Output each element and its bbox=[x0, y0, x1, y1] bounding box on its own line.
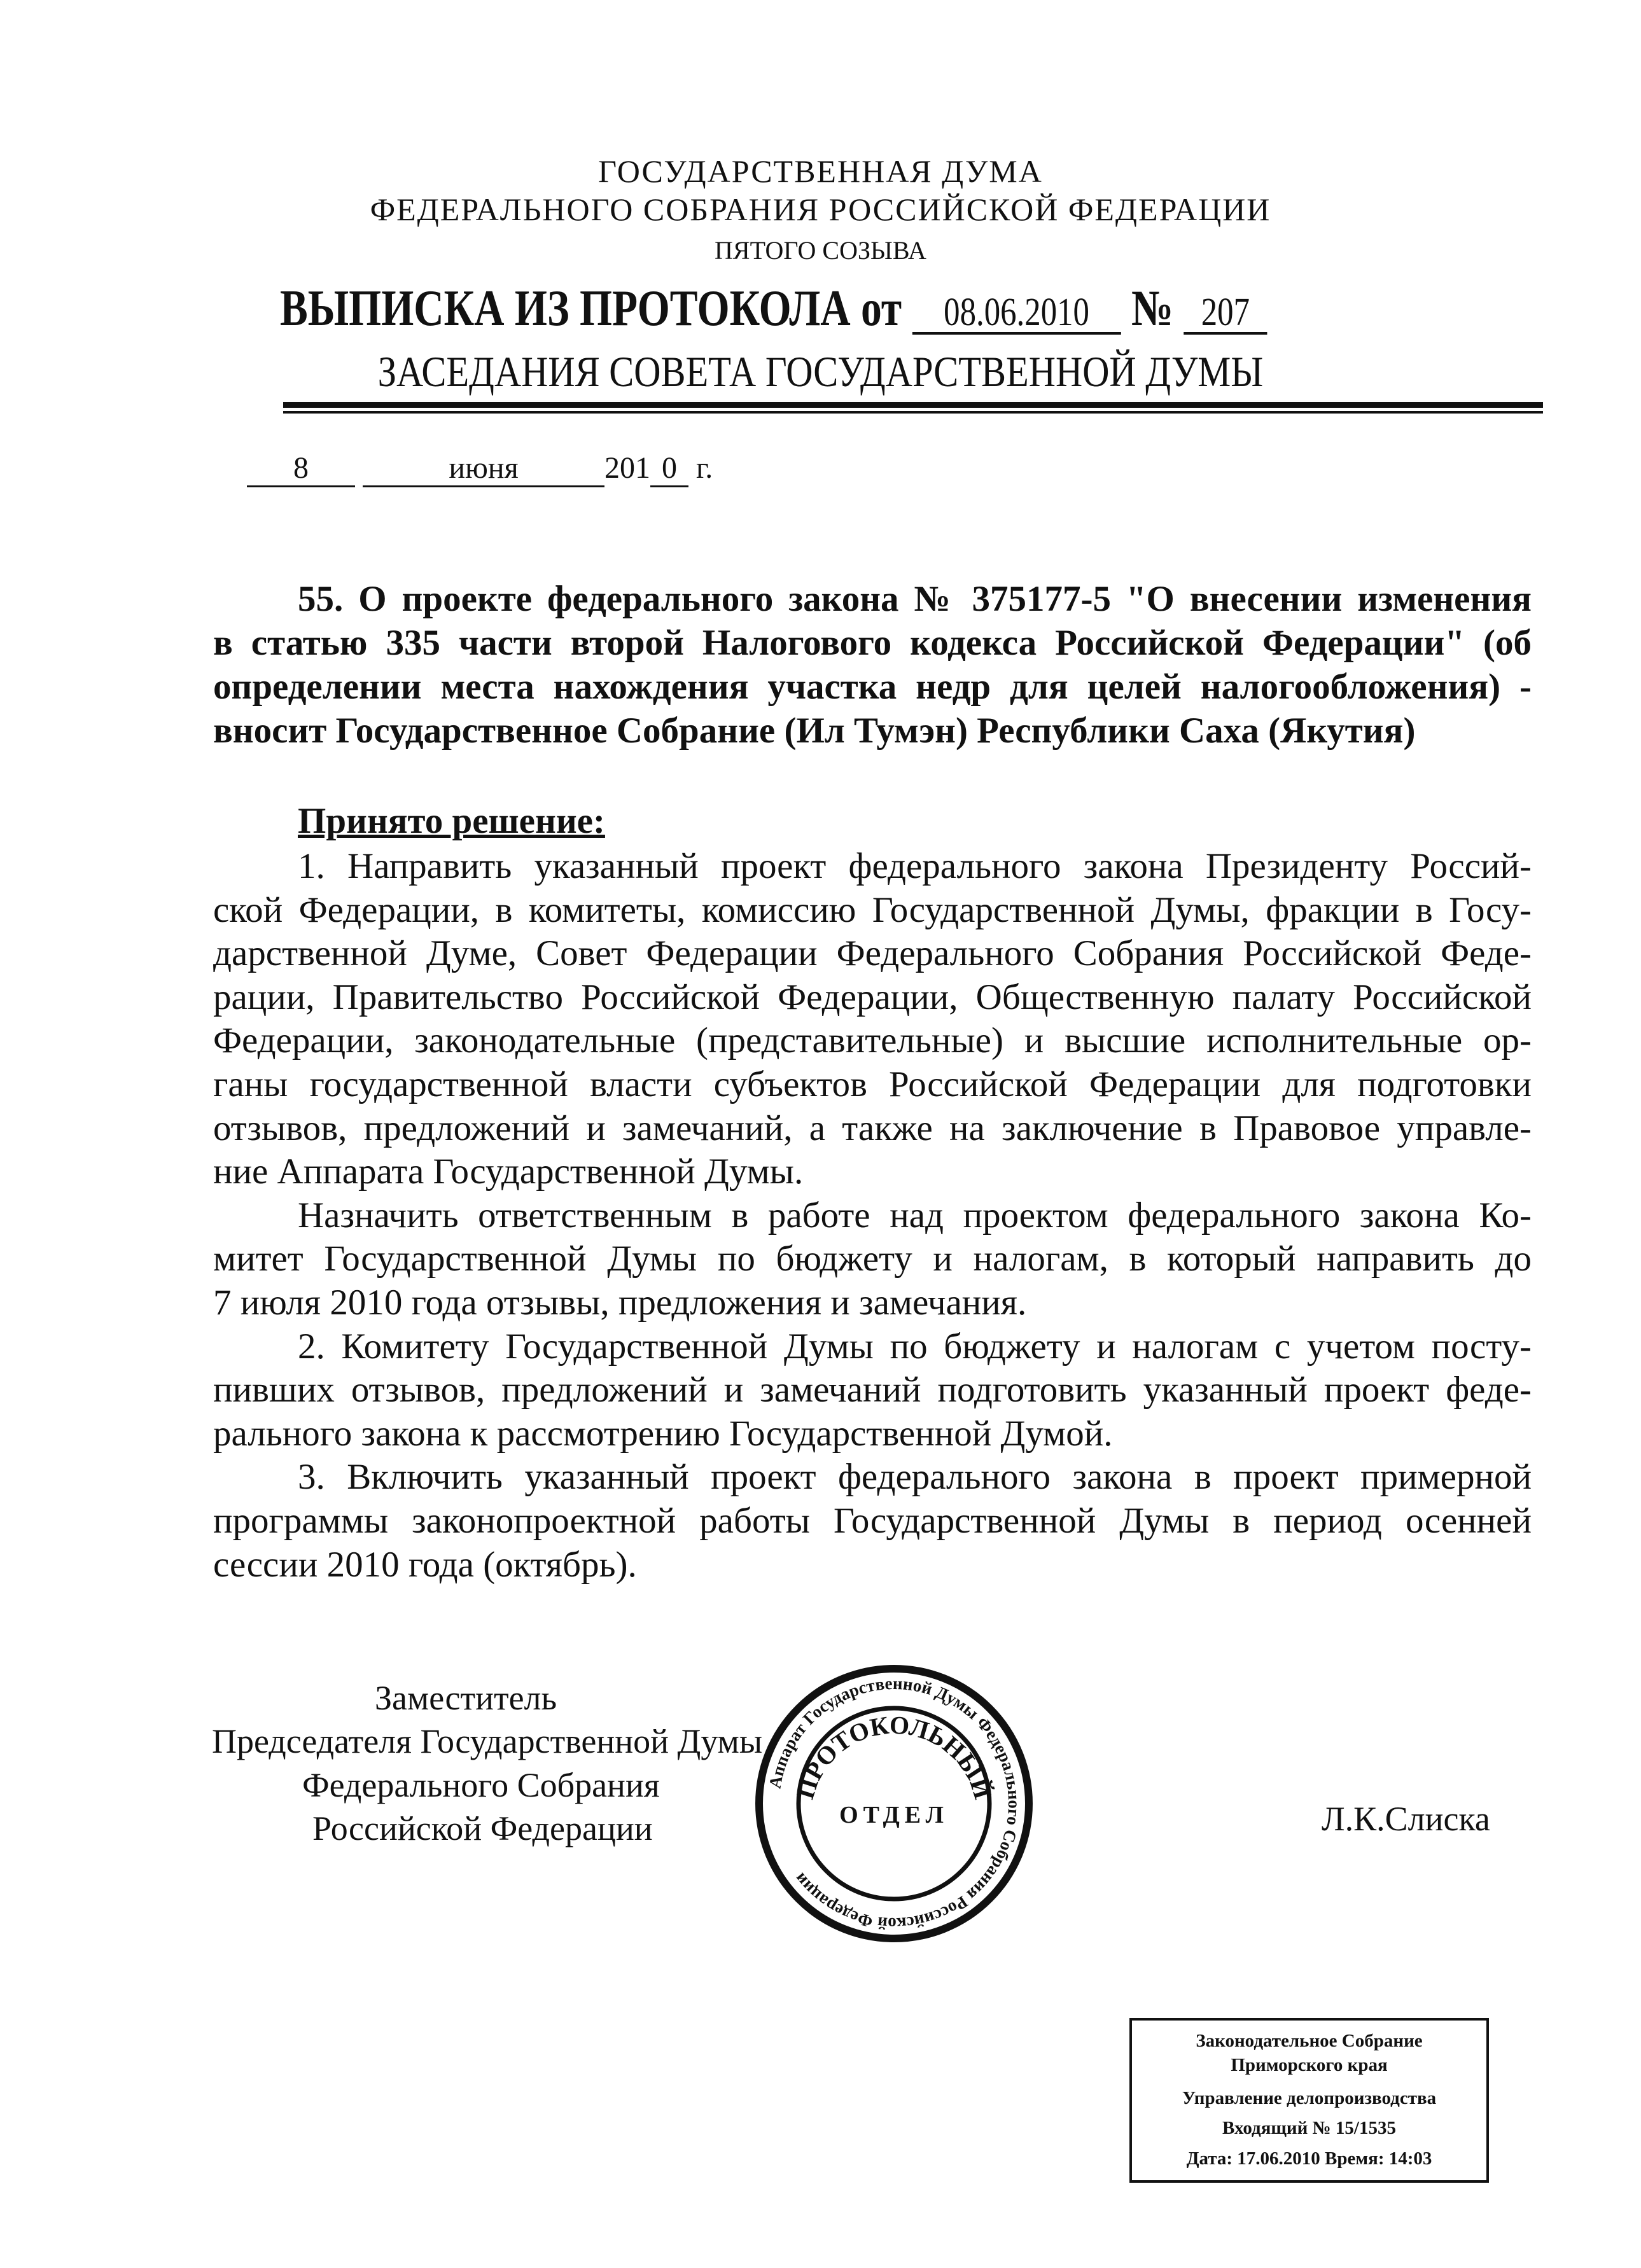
protocol-number: 207 bbox=[1184, 293, 1267, 335]
decision-line: 2. Комитету Государственной Думы по бюджету и налогам с учетом посту- bbox=[298, 1326, 1532, 1367]
meeting-date bbox=[247, 450, 713, 487]
decision-line: Федерации, законодательные (представительные) и высшие исполнительные ор- bbox=[213, 1020, 1532, 1061]
agenda-line: определении места нахождения участка недр для целей налогообложения) - bbox=[213, 667, 1532, 707]
signature-title-line: Председателя Государственной Думы bbox=[212, 1722, 763, 1760]
header-line-3: ПЯТОГО СОЗЫВА bbox=[715, 236, 926, 265]
header-rule-thin bbox=[283, 411, 1543, 414]
decision-line: программы законопроектной работы Государственной Думы в период осенней bbox=[213, 1501, 1532, 1541]
decision-heading: Принято решение: bbox=[298, 801, 605, 841]
title-number-label: № bbox=[1131, 281, 1173, 337]
registration-stamp bbox=[1129, 2018, 1489, 2183]
decision-line: ской Федерации, в комитеты, комиссию Государственной Думы, фракции в Госу- bbox=[213, 889, 1532, 930]
decision-line: ние Аппарата Государственной Думы. bbox=[213, 1151, 804, 1192]
header-line-2: ФЕДЕРАЛЬНОГО СОБРАНИЯ РОССИЙСКОЙ ФЕДЕРАЦИИ bbox=[370, 191, 1271, 227]
decision-line: ганы государственной власти субъектов Российской Федерации для подготовки bbox=[213, 1064, 1532, 1104]
meeting-year-suffix: г. bbox=[696, 451, 713, 485]
seal-ring-text: Аппарат Государственной Думы Федерального Собрания Российской Федерации bbox=[765, 1673, 1024, 1934]
signature-title-line: Заместитель bbox=[375, 1679, 557, 1717]
decision-line: Назначить ответственным в работе над проектом федерального закона Ко- bbox=[298, 1195, 1532, 1235]
decision-line: 3. Включить указанный проект федерального закона в проект примерной bbox=[298, 1457, 1532, 1498]
document-subtitle: ЗАСЕДАНИЯ СОВЕТА ГОСУДАРСТВЕННОЙ ДУМЫ bbox=[377, 347, 1264, 396]
decision-line: дарственной Думе, Совет Федерации Федерального Собрания Российской Феде- bbox=[213, 933, 1532, 974]
decision-line: 1. Направить указанный проект федерального закона Президенту Россий- bbox=[298, 846, 1532, 886]
header-line-1: ГОСУДАРСТВЕННАЯ ДУМА bbox=[598, 153, 1043, 189]
stamp-region: Приморского края bbox=[1231, 2055, 1388, 2075]
stamp-datetime: Дата: 17.06.2010 Время: 14:03 bbox=[1186, 2148, 1432, 2169]
title-from-label: от bbox=[860, 281, 902, 337]
decision-line: пивших отзывов, предложений и замечаний подготовить указанный проект феде- bbox=[213, 1370, 1532, 1410]
signatory-name: Л.К.Слиска bbox=[1322, 1800, 1490, 1838]
meeting-year-digit: 0 bbox=[650, 450, 688, 487]
protocol-date: 08.06.2010 bbox=[912, 293, 1121, 335]
stamp-incoming-number: Входящий № 15/1535 bbox=[1222, 2118, 1396, 2138]
decision-line: 7 июля 2010 года отзывы, предложения и замечания. bbox=[213, 1283, 1027, 1323]
signature-title-line: Федерального Собрания bbox=[302, 1766, 660, 1804]
document-title bbox=[280, 280, 1267, 338]
agenda-line: вносит Государственное Собрание (Ил Тумэн) Республики Саха (Якутия) bbox=[213, 711, 1416, 751]
meeting-year-prefix: 201 bbox=[604, 451, 650, 485]
meeting-month: июня bbox=[363, 450, 604, 487]
header-rule-thick bbox=[283, 402, 1543, 408]
title-prefix: ВЫПИСКА ИЗ ПРОТОКОЛА bbox=[280, 281, 851, 337]
decision-line: отзывов, предложений и замечаний, а также на заключение в Правовое управле- bbox=[213, 1108, 1532, 1148]
decision-line: рального закона к рассмотрению Государственной Думой. bbox=[213, 1413, 1113, 1454]
agenda-line: в статью 335 части второй Налогового кодекса Российской Федерации" (об bbox=[213, 623, 1532, 663]
decision-line: рации, Правительство Российской Федерации, Общественную палату Российской bbox=[213, 977, 1532, 1017]
decision-line: митет Государственной Думы по бюджету и налогам, в который направить до bbox=[213, 1239, 1532, 1279]
decision-line: сессии 2010 года (октябрь). bbox=[213, 1544, 637, 1585]
signature-title-line: Российской Федерации bbox=[312, 1809, 653, 1847]
seal-center-top: ПРОТОКОЛЬНЫЙ bbox=[790, 1710, 998, 1802]
seal-center-bottom: ОТДЕЛ bbox=[839, 1802, 949, 1828]
meeting-day: 8 bbox=[247, 450, 355, 487]
stamp-department: Управление делопроизводства bbox=[1182, 2088, 1437, 2108]
stamp-org: Законодательное Собрание bbox=[1196, 2031, 1423, 2051]
agenda-line: 55. О проекте федерального закона № 375177-5 "О внесении изменения bbox=[298, 579, 1532, 619]
official-seal bbox=[751, 1660, 1037, 1947]
